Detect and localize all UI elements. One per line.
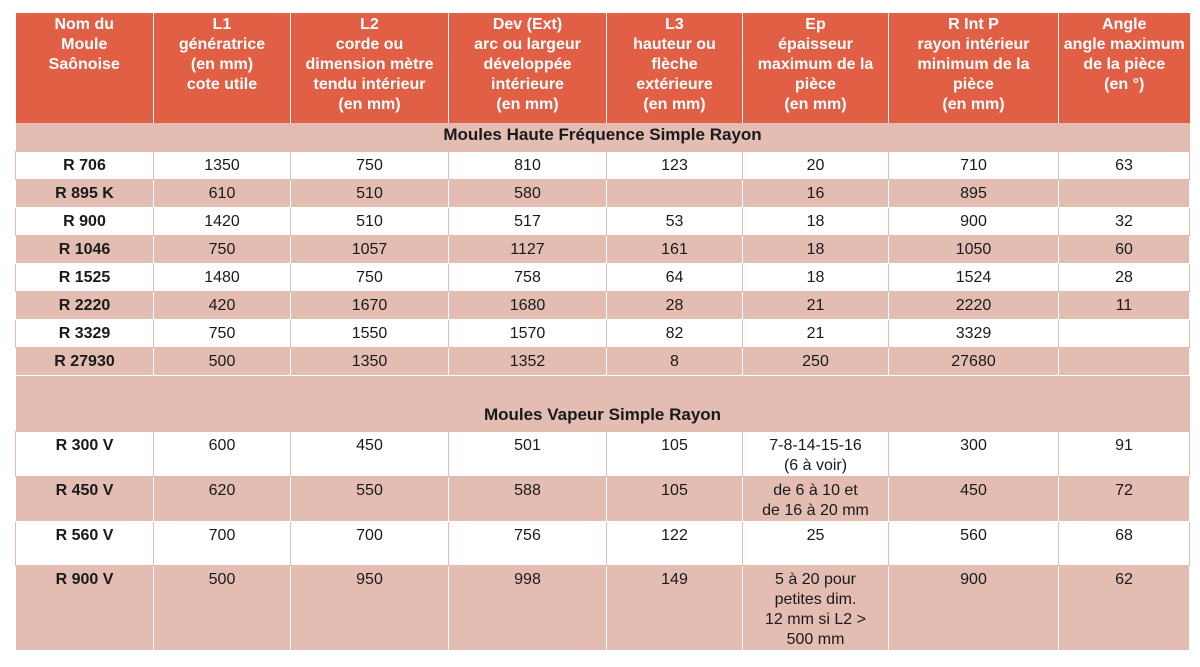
- cell-l1: 1420: [154, 207, 291, 235]
- cell-angle: [1059, 179, 1190, 207]
- cell-l3: 161: [607, 235, 743, 263]
- header-angle: Angle angle maximum de la pièce (en °): [1059, 13, 1190, 123]
- cell-nom: R 706: [16, 151, 154, 179]
- spacer-row: [16, 375, 1190, 403]
- cell-angle: 72: [1059, 476, 1190, 521]
- cell-rint: 1050: [889, 235, 1059, 263]
- cell-l2: 750: [291, 263, 449, 291]
- cell-l1: 620: [154, 476, 291, 521]
- cell-nom: R 3329: [16, 319, 154, 347]
- moules-table: [15, 13, 1190, 651]
- cell-dev: 810: [449, 151, 607, 179]
- cell-ep: 7-8-14-15-16 (6 à voir): [743, 431, 889, 476]
- cell-l2: 750: [291, 151, 449, 179]
- cell-angle: 63: [1059, 151, 1190, 179]
- table-row: [16, 235, 1190, 263]
- cell-l1: 610: [154, 179, 291, 207]
- cell-rint: 300: [889, 431, 1059, 476]
- cell-l1: 500: [154, 565, 291, 650]
- cell-l2: 450: [291, 431, 449, 476]
- cell-dev: 517: [449, 207, 607, 235]
- table-row: [16, 291, 1190, 319]
- cell-dev: 758: [449, 263, 607, 291]
- cell-l2: 1057: [291, 235, 449, 263]
- cell-dev: 580: [449, 179, 607, 207]
- cell-l3: 123: [607, 151, 743, 179]
- section-title-row: [16, 123, 1190, 151]
- header-l1: L1 génératrice (en mm) cote utile: [154, 13, 291, 123]
- cell-dev: 1127: [449, 235, 607, 263]
- cell-nom: R 450 V: [16, 476, 154, 521]
- cell-rint: 3329: [889, 319, 1059, 347]
- cell-nom: R 2220: [16, 291, 154, 319]
- cell-l3: 105: [607, 476, 743, 521]
- cell-dev: 1570: [449, 319, 607, 347]
- cell-rint: 1524: [889, 263, 1059, 291]
- cell-ep: 5 à 20 pour petites dim. 12 mm si L2 > 500 mm: [743, 565, 889, 650]
- cell-dev: 588: [449, 476, 607, 521]
- section-title: Moules Haute Fréquence Simple Rayon: [16, 123, 1190, 151]
- header-ep: Ep épaisseur maximum de la pièce (en mm): [743, 13, 889, 123]
- cell-l1: 750: [154, 319, 291, 347]
- cell-angle: 68: [1059, 521, 1190, 565]
- cell-angle: 91: [1059, 431, 1190, 476]
- cell-nom: R 300 V: [16, 431, 154, 476]
- table-row: [16, 319, 1190, 347]
- cell-l2: 510: [291, 179, 449, 207]
- cell-rint: 900: [889, 207, 1059, 235]
- cell-l3: 8: [607, 347, 743, 375]
- cell-rint: 27680: [889, 347, 1059, 375]
- cell-l1: 420: [154, 291, 291, 319]
- header-nom: Nom du Moule Saônoise: [16, 13, 154, 123]
- table-row: [16, 521, 1190, 565]
- cell-l3: 105: [607, 431, 743, 476]
- cell-nom: R 895 K: [16, 179, 154, 207]
- cell-l2: 1670: [291, 291, 449, 319]
- cell-l1: 750: [154, 235, 291, 263]
- table-row: [16, 179, 1190, 207]
- cell-nom: R 1525: [16, 263, 154, 291]
- cell-nom: R 27930: [16, 347, 154, 375]
- cell-angle: [1059, 347, 1190, 375]
- cell-rint: 2220: [889, 291, 1059, 319]
- cell-ep: 21: [743, 319, 889, 347]
- cell-dev: 756: [449, 521, 607, 565]
- cell-angle: [1059, 319, 1190, 347]
- cell-ep: 25: [743, 521, 889, 565]
- cell-angle: 32: [1059, 207, 1190, 235]
- header-rint: R Int P rayon intérieur minimum de la pièce (en mm): [889, 13, 1059, 123]
- cell-ep: de 6 à 10 et de 16 à 20 mm: [743, 476, 889, 521]
- header-row: [16, 13, 1190, 123]
- section-title: Moules Vapeur Simple Rayon: [16, 403, 1190, 431]
- cell-l3: [607, 179, 743, 207]
- cell-ep: 18: [743, 263, 889, 291]
- cell-l3: 122: [607, 521, 743, 565]
- cell-nom: R 900: [16, 207, 154, 235]
- cell-l3: 149: [607, 565, 743, 650]
- table-row: [16, 151, 1190, 179]
- header-l3: L3 hauteur ou flèche extérieure (en mm): [607, 13, 743, 123]
- cell-ep: 250: [743, 347, 889, 375]
- cell-angle: 28: [1059, 263, 1190, 291]
- cell-l1: 1350: [154, 151, 291, 179]
- cell-l1: 500: [154, 347, 291, 375]
- table-row: [16, 263, 1190, 291]
- cell-l2: 550: [291, 476, 449, 521]
- cell-l3: 53: [607, 207, 743, 235]
- cell-ep: 20: [743, 151, 889, 179]
- cell-rint: 895: [889, 179, 1059, 207]
- header-l2: L2 corde ou dimension mètre tendu intérieur (en mm): [291, 13, 449, 123]
- cell-l2: 1550: [291, 319, 449, 347]
- cell-angle: 11: [1059, 291, 1190, 319]
- cell-dev: 501: [449, 431, 607, 476]
- cell-ep: 21: [743, 291, 889, 319]
- cell-l3: 82: [607, 319, 743, 347]
- cell-rint: 900: [889, 565, 1059, 650]
- cell-l3: 64: [607, 263, 743, 291]
- cell-ep: 18: [743, 207, 889, 235]
- cell-l2: 700: [291, 521, 449, 565]
- cell-nom: R 1046: [16, 235, 154, 263]
- cell-l2: 1350: [291, 347, 449, 375]
- cell-angle: 62: [1059, 565, 1190, 650]
- cell-nom: R 560 V: [16, 521, 154, 565]
- cell-l2: 510: [291, 207, 449, 235]
- cell-rint: 710: [889, 151, 1059, 179]
- cell-dev: 1352: [449, 347, 607, 375]
- cell-l1: 600: [154, 431, 291, 476]
- section-title-row: [16, 403, 1190, 431]
- cell-ep: 18: [743, 235, 889, 263]
- cell-l1: 700: [154, 521, 291, 565]
- cell-dev: 1680: [449, 291, 607, 319]
- cell-rint: 560: [889, 521, 1059, 565]
- table-row: [16, 347, 1190, 375]
- cell-nom: R 900 V: [16, 565, 154, 650]
- table-row: [16, 565, 1190, 650]
- cell-l3: 28: [607, 291, 743, 319]
- table-row: [16, 207, 1190, 235]
- cell-rint: 450: [889, 476, 1059, 521]
- cell-l2: 950: [291, 565, 449, 650]
- cell-dev: 998: [449, 565, 607, 650]
- cell-angle: 60: [1059, 235, 1190, 263]
- cell-l1: 1480: [154, 263, 291, 291]
- cell-ep: 16: [743, 179, 889, 207]
- table-row: [16, 476, 1190, 521]
- table-row: [16, 431, 1190, 476]
- header-dev: Dev (Ext) arc ou largeur développée intérieure (en mm): [449, 13, 607, 123]
